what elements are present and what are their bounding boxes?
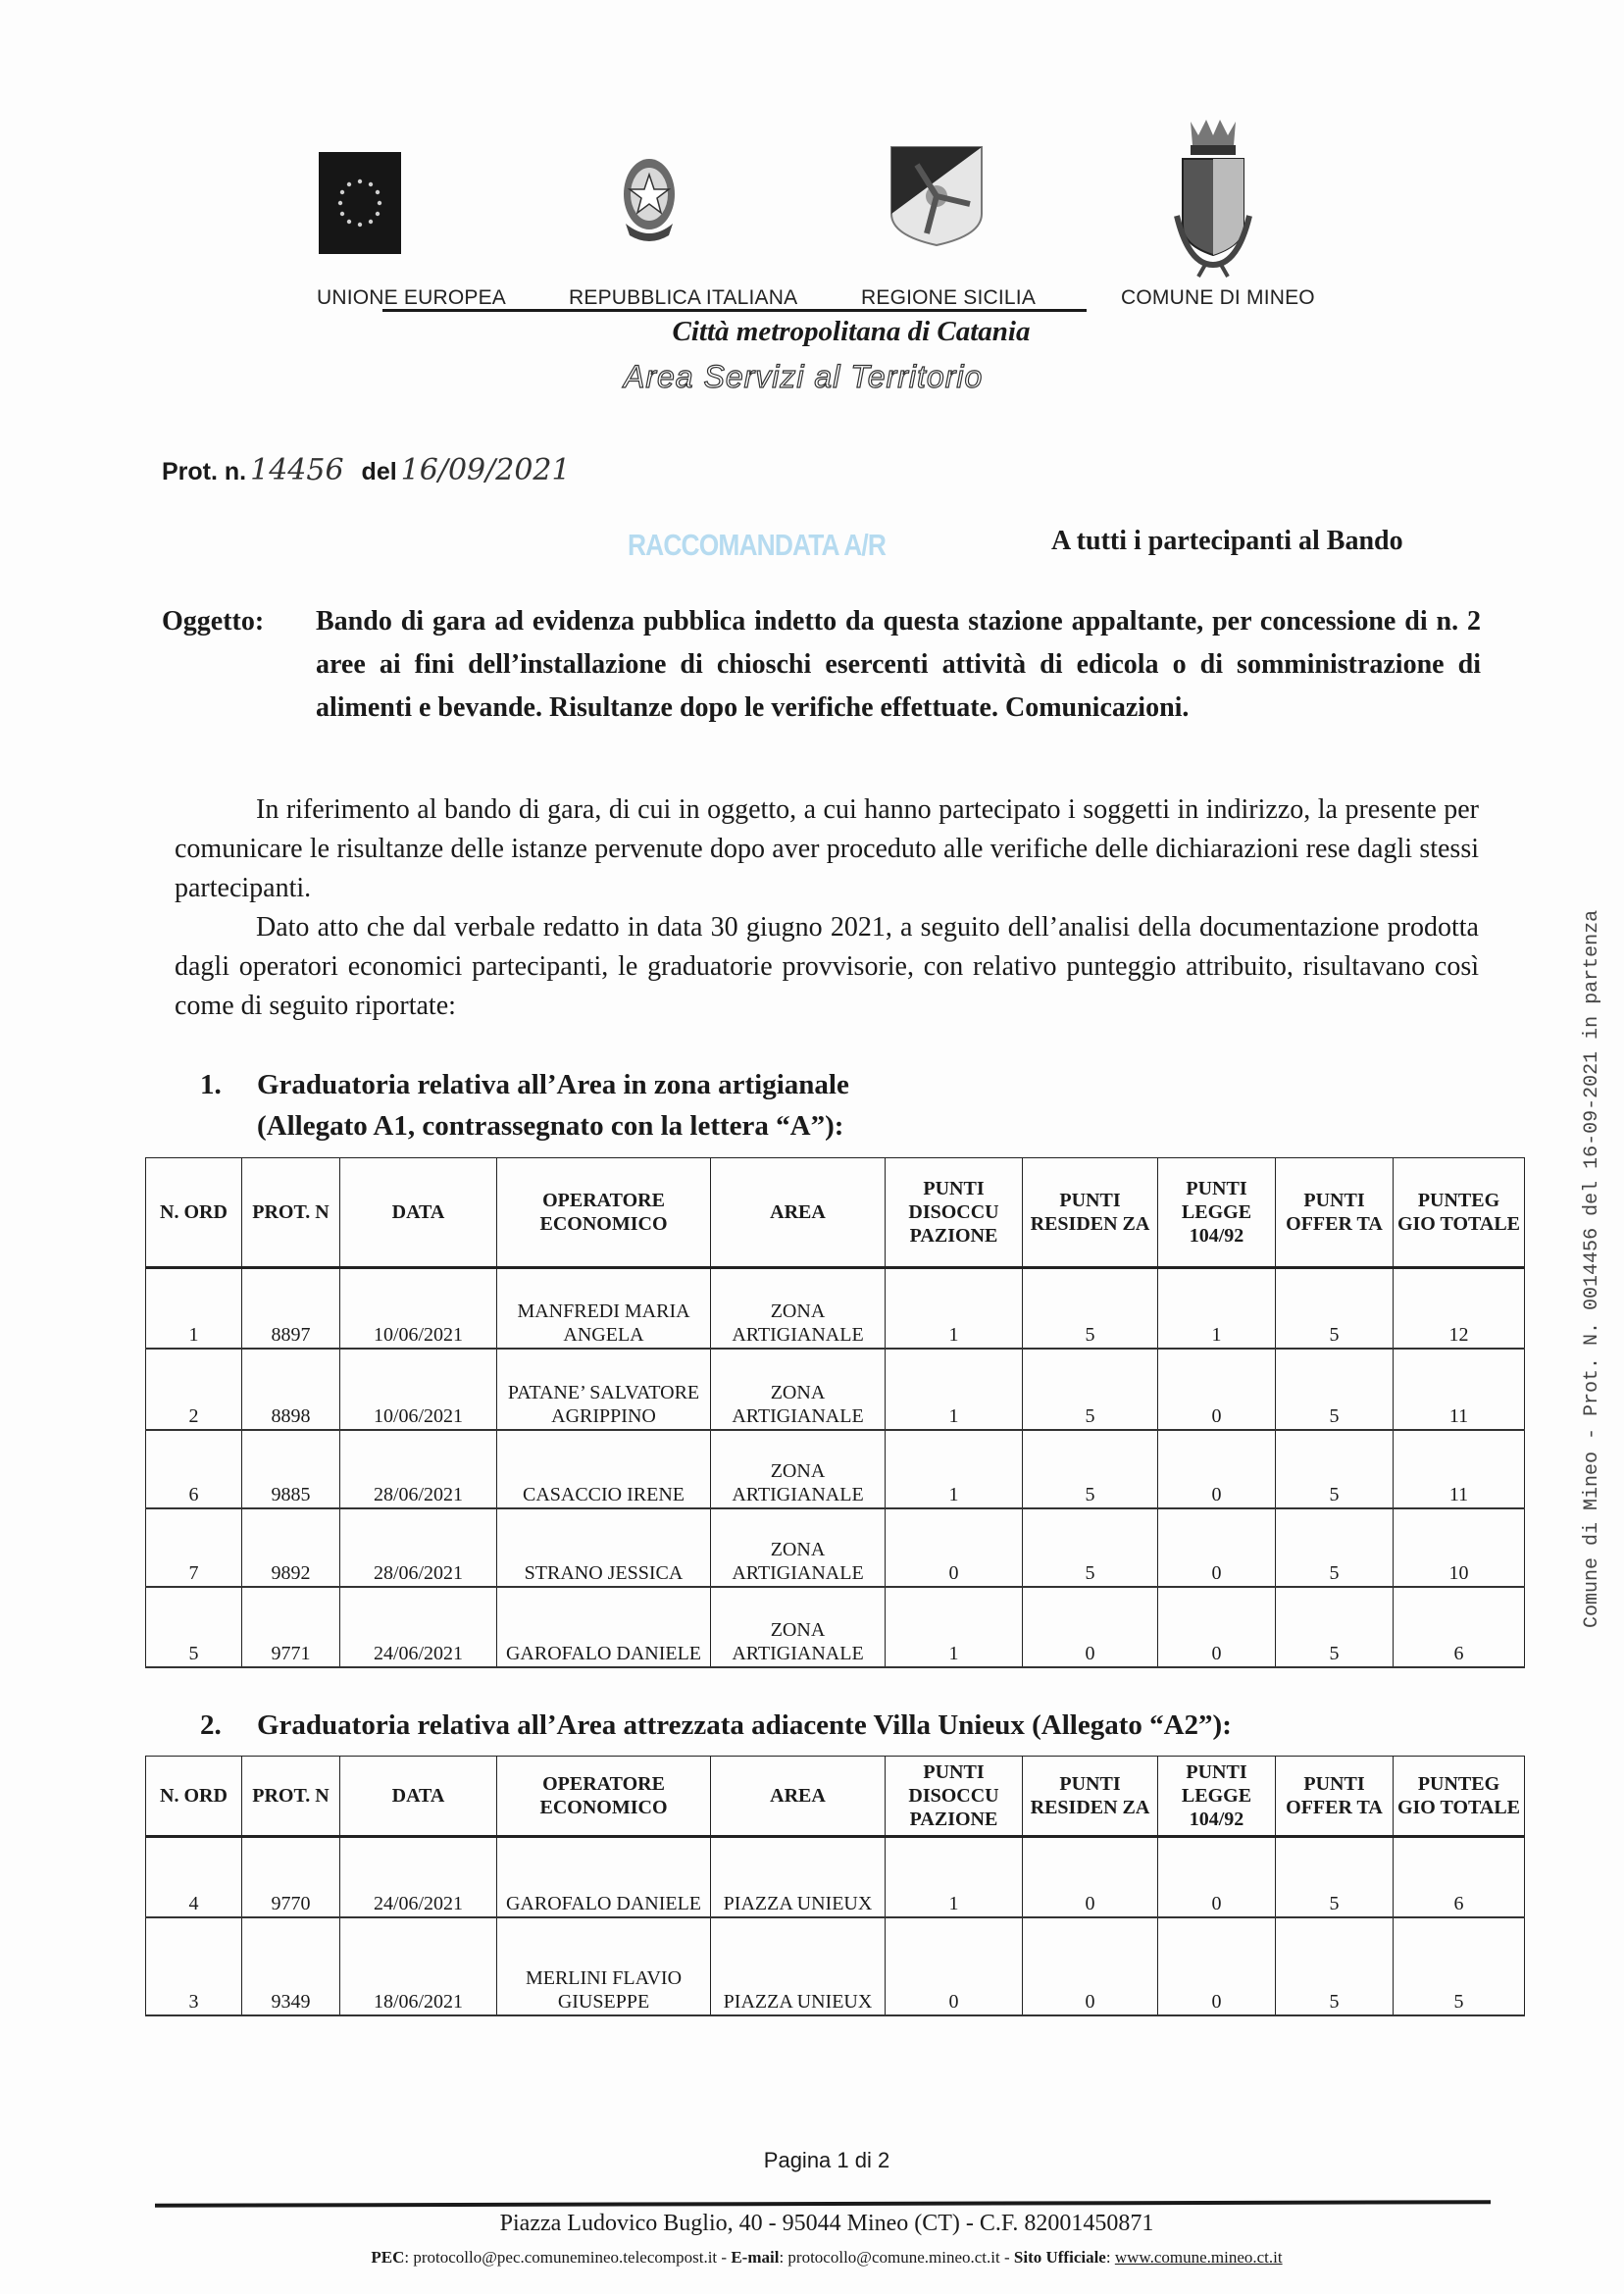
protocol-prefix: Prot. n. xyxy=(162,458,247,485)
col-residenza-cell: 0 xyxy=(1023,1917,1158,2015)
recipients: A tutti i partecipanti al Bando xyxy=(1051,526,1403,556)
col-prot-cell: 8898 xyxy=(242,1349,340,1430)
col-n-ord-cell: 2 xyxy=(146,1349,242,1430)
col-data-header: DATA xyxy=(340,1757,497,1837)
col-data-cell: 24/06/2021 xyxy=(340,1587,497,1667)
footer-contacts: PEC: protocollo@pec.comunemineo.telecompost.it - E-mail: protocollo@comune.mineo.ct.it - Sito Ufficiale: www.comune.mineo.ct.it xyxy=(371,2248,1283,2267)
body-paragraph-1: In riferimento al bando di gara, di cui in oggetto, a cui hanno partecipato i soggetti in indirizzo, la presente per comunicare le risultanze delle istanze pervenute dopo aver proceduto alle verifiche delle dichiarazioni rese dagli stessi partecipanti. xyxy=(175,794,1479,903)
col-totale-cell: 6 xyxy=(1394,1587,1525,1667)
col-disoccupazione-header: PUNTI DISOCCU PAZIONE xyxy=(886,1158,1023,1268)
header-divider xyxy=(382,309,1087,312)
col-area-cell: PIAZZA UNIEUX xyxy=(711,1837,886,1917)
col-area-cell: ZONA ARTIGIANALE xyxy=(711,1587,886,1667)
col-offerta-cell: 5 xyxy=(1276,1268,1394,1349)
col-prot-cell: 9349 xyxy=(242,1917,340,2015)
eu-flag-icon xyxy=(319,152,401,254)
table-row xyxy=(146,1508,1525,1587)
col-operatore-header: OPERATORE ECONOMICO xyxy=(497,1158,711,1268)
col-legge-cell: 0 xyxy=(1158,1917,1276,2015)
email-label: E-mail xyxy=(731,2248,780,2267)
metro-city-title: Città metropolitana di Catania xyxy=(672,316,1031,347)
col-totale-cell: 10 xyxy=(1394,1508,1525,1587)
table-header-row xyxy=(146,1158,1525,1268)
col-n-ord-cell: 1 xyxy=(146,1268,242,1349)
col-operatore-cell: MANFREDI MARIA ANGELA xyxy=(497,1268,711,1349)
subject xyxy=(162,600,1481,730)
col-residenza-header: PUNTI RESIDEN ZA xyxy=(1023,1757,1158,1837)
col-operatore-cell: GAROFALO DANIELE xyxy=(497,1837,711,1917)
col-prot-header: PROT. N xyxy=(242,1757,340,1837)
col-data-cell: 18/06/2021 xyxy=(340,1917,497,2015)
col-area-header: AREA xyxy=(711,1757,886,1837)
col-residenza-cell: 5 xyxy=(1023,1430,1158,1508)
col-n-ord-header: N. ORD xyxy=(146,1158,242,1268)
site-label: Sito Ufficiale xyxy=(1013,2248,1106,2267)
col-legge-cell: 0 xyxy=(1158,1349,1276,1430)
col-area-cell: ZONA ARTIGIANALE xyxy=(711,1430,886,1508)
protocol-del-label: del xyxy=(361,458,397,485)
pec-label: PEC xyxy=(371,2248,405,2267)
col-disoccupazione-cell: 1 xyxy=(886,1268,1023,1349)
col-residenza-cell: 5 xyxy=(1023,1268,1158,1349)
footer-address: Piazza Ludovico Buglio, 40 - 95044 Mineo (CT) - C.F. 82001450871 xyxy=(499,2211,1154,2236)
eu-label: UNIONE EUROPEA xyxy=(317,286,506,309)
table-row xyxy=(146,1587,1525,1667)
mineo-label: COMUNE DI MINEO xyxy=(1121,286,1315,309)
col-legge-cell: 0 xyxy=(1158,1587,1276,1667)
subject-text: Bando di gara ad evidenza pubblica indetto da questa stazione appaltante, per concessione di n. 2 aree ai fini dell’installazione di chioschi esercenti attività di edicola o di somministrazione di alimenti e bevande. Risultanze dopo le verifiche effettuate. Comunicazioni. xyxy=(316,606,1481,723)
col-disoccupazione-cell: 0 xyxy=(886,1508,1023,1587)
table-row xyxy=(146,1430,1525,1508)
col-offerta-cell: 5 xyxy=(1276,1917,1394,2015)
col-offerta-cell: 5 xyxy=(1276,1587,1394,1667)
col-disoccupazione-cell: 1 xyxy=(886,1349,1023,1430)
col-operatore-cell: CASACCIO IRENE xyxy=(497,1430,711,1508)
protocol-number: 14456 xyxy=(250,453,344,487)
page-number: Pagina 1 di 2 xyxy=(763,2148,890,2172)
sicily-region-label: REGIONE SICILIA xyxy=(861,286,1037,309)
italian-republic-label: REPUBBLICA ITALIANA xyxy=(569,286,798,309)
col-prot-cell: 9770 xyxy=(242,1837,340,1917)
col-area-cell: ZONA ARTIGIANALE xyxy=(711,1268,886,1349)
col-legge-cell: 0 xyxy=(1158,1837,1276,1917)
col-totale-cell: 12 xyxy=(1394,1268,1525,1349)
subject-label: Oggetto: xyxy=(162,606,265,637)
col-n-ord-cell: 4 xyxy=(146,1837,242,1917)
col-disoccupazione-cell: 1 xyxy=(886,1587,1023,1667)
col-residenza-cell: 0 xyxy=(1023,1837,1158,1917)
col-data-cell: 10/06/2021 xyxy=(340,1349,497,1430)
col-legge-cell: 0 xyxy=(1158,1508,1276,1587)
col-disoccupazione-cell: 1 xyxy=(886,1837,1023,1917)
col-totale-cell: 11 xyxy=(1394,1349,1525,1430)
official-site-link[interactable]: www.comune.mineo.ct.it xyxy=(1114,2248,1283,2267)
col-prot-header: PROT. N xyxy=(242,1158,340,1268)
col-prot-cell: 8897 xyxy=(242,1268,340,1349)
col-area-cell: ZONA ARTIGIANALE xyxy=(711,1508,886,1587)
ranking-table-1 xyxy=(145,1157,1525,1668)
col-totale-header: PUNTEG GIO TOTALE xyxy=(1394,1158,1525,1268)
col-area-header: AREA xyxy=(711,1158,886,1268)
col-legge-cell: 1 xyxy=(1158,1268,1276,1349)
table-row xyxy=(146,1268,1525,1349)
col-offerta-cell: 5 xyxy=(1276,1508,1394,1587)
table-header-row xyxy=(146,1757,1525,1837)
italian-republic-emblem-icon xyxy=(620,145,679,251)
col-disoccupazione-header: PUNTI DISOCCU PAZIONE xyxy=(886,1757,1023,1837)
col-prot-cell: 9885 xyxy=(242,1430,340,1508)
col-legge-cell: 0 xyxy=(1158,1430,1276,1508)
col-prot-cell: 9892 xyxy=(242,1508,340,1587)
col-operatore-cell: STRANO JESSICA xyxy=(497,1508,711,1587)
col-residenza-cell: 5 xyxy=(1023,1508,1158,1587)
col-data-cell: 10/06/2021 xyxy=(340,1268,497,1349)
protocol-line xyxy=(162,453,588,487)
col-n-ord-cell: 7 xyxy=(146,1508,242,1587)
raccomandata-stamp: RACCOMANDATA A/R xyxy=(628,528,887,562)
department-title: Area Servizi al Territorio xyxy=(624,359,984,394)
col-n-ord-header: N. ORD xyxy=(146,1757,242,1837)
body-paragraph-2: Dato atto che dal verbale redatto in data 30 giugno 2021, a seguito dell’analisi della documentazione prodotta dagli operatori economici partecipanti, le graduatorie provvisorie, con relativo punteggio attribuito, risultavano così come di seguito riportate: xyxy=(175,912,1479,1021)
col-residenza-header: PUNTI RESIDEN ZA xyxy=(1023,1158,1158,1268)
col-totale-cell: 6 xyxy=(1394,1837,1525,1917)
col-offerta-cell: 5 xyxy=(1276,1837,1394,1917)
col-area-cell: PIAZZA UNIEUX xyxy=(711,1917,886,2015)
col-n-ord-cell: 5 xyxy=(146,1587,242,1667)
col-totale-header: PUNTEG GIO TOTALE xyxy=(1394,1757,1525,1837)
col-operatore-cell: GAROFALO DANIELE xyxy=(497,1587,711,1667)
col-operatore-header: OPERATORE ECONOMICO xyxy=(497,1757,711,1837)
col-offerta-cell: 5 xyxy=(1276,1349,1394,1430)
col-data-header: DATA xyxy=(340,1158,497,1268)
col-disoccupazione-cell: 1 xyxy=(886,1430,1023,1508)
col-residenza-cell: 0 xyxy=(1023,1587,1158,1667)
col-operatore-cell: MERLINI FLAVIO GIUSEPPE xyxy=(497,1917,711,2015)
col-operatore-cell: PATANE’ SALVATORE AGRIPPINO xyxy=(497,1349,711,1430)
table-row xyxy=(146,1917,1525,2015)
section-1-title: 1. Graduatoria relativa all’Area in zona artigianale (Allegato A1, contrassegnato con la lettera “A”): xyxy=(200,1069,849,1142)
col-data-cell: 28/06/2021 xyxy=(340,1508,497,1587)
col-n-ord-cell: 3 xyxy=(146,1917,242,2015)
mineo-coat-of-arms-icon xyxy=(1169,118,1257,280)
pec-address[interactable]: protocollo@pec.comunemineo.telecompost.it xyxy=(413,2248,718,2267)
col-residenza-cell: 5 xyxy=(1023,1349,1158,1430)
col-data-cell: 28/06/2021 xyxy=(340,1430,497,1508)
col-offerta-header: PUNTI OFFER TA xyxy=(1276,1757,1394,1837)
table-row xyxy=(146,1837,1525,1917)
col-n-ord-cell: 6 xyxy=(146,1430,242,1508)
col-offerta-header: PUNTI OFFER TA xyxy=(1276,1158,1394,1268)
col-area-cell: ZONA ARTIGIANALE xyxy=(711,1349,886,1430)
protocol-side-stamp: Comune di Mineo - Prot. N. 0014456 del 16-09-2021 in partenza xyxy=(1581,909,1603,1628)
email-address[interactable]: protocollo@comune.mineo.ct.it xyxy=(787,2248,1000,2267)
table-row xyxy=(146,1349,1525,1430)
ranking-table-2 xyxy=(145,1756,1525,2016)
protocol-date: 16/09/2021 xyxy=(400,453,571,487)
col-totale-cell: 11 xyxy=(1394,1430,1525,1508)
col-prot-cell: 9771 xyxy=(242,1587,340,1667)
col-totale-cell: 5 xyxy=(1394,1917,1525,2015)
col-legge-header: PUNTI LEGGE 104/92 xyxy=(1158,1158,1276,1268)
col-data-cell: 24/06/2021 xyxy=(340,1837,497,1917)
col-disoccupazione-cell: 0 xyxy=(886,1917,1023,2015)
col-offerta-cell: 5 xyxy=(1276,1430,1394,1508)
col-legge-header: PUNTI LEGGE 104/92 xyxy=(1158,1757,1276,1837)
sicily-region-emblem-icon xyxy=(888,145,986,247)
section-2-title: 2. Graduatoria relativa all’Area attrezzata adiacente Villa Unieux (Allegato “A2”): xyxy=(200,1709,1232,1741)
footer-divider xyxy=(155,2200,1491,2208)
